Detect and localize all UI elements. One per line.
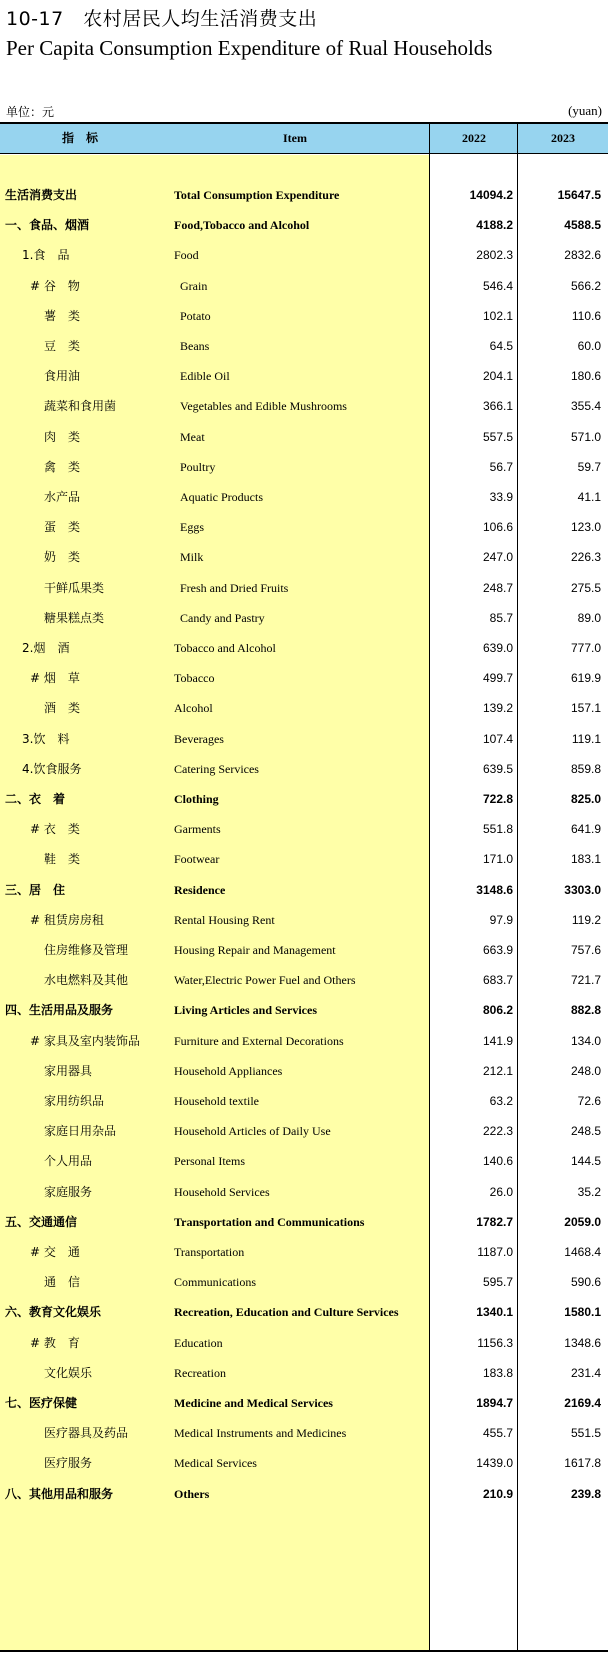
table-row	[0, 602, 608, 634]
table-row	[0, 1115, 608, 1147]
table-row	[0, 390, 608, 422]
row-label-chinese: 住房维修及管理	[44, 943, 129, 957]
value-2023: 35.2	[577, 1184, 601, 1199]
unit-label-english: (yuan)	[568, 103, 602, 118]
value-2022: 1156.3	[477, 1335, 513, 1350]
value-2023: 4588.5	[564, 218, 601, 233]
value-2022: 106.6	[482, 520, 513, 535]
table-row	[0, 1357, 608, 1389]
value-2022: 1340.1	[476, 1305, 513, 1320]
value-2023: 41.1	[577, 490, 601, 504]
table-row	[0, 300, 608, 332]
row-label-chinese: 蔬菜和食用菌	[44, 399, 117, 414]
header-year-2022: 2022	[462, 131, 486, 145]
row-label-english: Transportation	[174, 1245, 245, 1259]
row-label-chinese: 4.饮食服务	[22, 761, 82, 776]
value-2022: 595.7	[482, 1275, 513, 1290]
row-label-english: Milk	[180, 550, 204, 565]
table-row	[0, 481, 608, 513]
value-2023: 231.4	[570, 1365, 601, 1380]
value-2023: 3303.0	[564, 882, 601, 897]
row-label-chinese: # 烟 草	[30, 671, 80, 686]
row-label-chinese: 禽 类	[44, 459, 81, 474]
value-2022: 247.0	[482, 550, 513, 565]
value-2022: 33.9	[489, 490, 513, 504]
row-label-english: Household Appliances	[174, 1063, 283, 1078]
table-row	[0, 1327, 608, 1359]
row-label-english: Household Services	[174, 1184, 270, 1199]
row-label-chinese: # 教 育	[30, 1335, 80, 1350]
value-2022: 366.1	[482, 399, 513, 414]
table-row	[0, 451, 608, 483]
row-label-english: Rental Housing Rent	[174, 912, 275, 927]
table-row	[0, 1236, 608, 1268]
row-label-english: Vegetables and Edible Mushrooms	[180, 399, 347, 414]
value-2023: 825.0	[570, 792, 601, 806]
table-row	[0, 179, 608, 211]
value-2023: 571.0	[570, 429, 601, 444]
row-label-chinese: # 交 通	[30, 1245, 80, 1259]
row-label-chinese: 薯 类	[44, 308, 81, 323]
value-2022: 683.7	[482, 973, 513, 988]
row-label-chinese: 四、生活用品及服务	[5, 1003, 114, 1018]
table-row	[0, 1145, 608, 1177]
row-label-chinese: 1.食 品	[22, 248, 70, 263]
table-row	[0, 1085, 608, 1117]
row-label-chinese: 3.饮 料	[22, 731, 70, 746]
table-row	[0, 209, 608, 241]
table-row	[0, 692, 608, 724]
row-label-chinese: 干鲜瓜果类	[44, 580, 105, 595]
header-year-2023: 2023	[551, 131, 575, 145]
row-label-english: Food	[174, 248, 199, 263]
row-label-english: Residence	[174, 882, 226, 897]
table-row	[0, 1206, 608, 1238]
table-row	[0, 1417, 608, 1449]
value-2023: 1580.1	[564, 1305, 601, 1320]
value-2023: 72.6	[577, 1094, 601, 1108]
row-label-english: Clothing	[174, 792, 219, 806]
value-2023: 134.0	[570, 1033, 601, 1048]
table-row	[0, 874, 608, 906]
row-label-chinese: 生活消费支出	[5, 188, 78, 202]
row-label-chinese: 文化娱乐	[44, 1365, 93, 1380]
row-label-chinese: 八、其他用品和服务	[5, 1486, 114, 1501]
row-label-chinese: 奶 类	[44, 550, 81, 565]
row-label-english: Food,Tobacco and Alcohol	[174, 218, 310, 233]
table-row	[0, 964, 608, 996]
table-row	[0, 783, 608, 815]
table-row	[0, 994, 608, 1026]
table-row	[0, 904, 608, 936]
row-label-english: Transportation and Communications	[174, 1214, 365, 1229]
value-2022: 171.0	[482, 852, 513, 867]
value-2023: 180.6	[570, 369, 601, 384]
table-row	[0, 1176, 608, 1208]
value-2023: 566.2	[570, 278, 601, 293]
value-2023: 123.0	[570, 520, 601, 535]
value-2022: 102.1	[482, 308, 513, 323]
value-2022: 85.7	[489, 610, 513, 625]
value-2022: 141.9	[482, 1033, 513, 1048]
value-2022: 455.7	[482, 1426, 513, 1441]
table-row	[0, 1447, 608, 1479]
row-label-chinese: 六、教育文化娱乐	[5, 1305, 102, 1320]
row-label-chinese: 鞋 类	[44, 852, 81, 867]
unit-label-chinese: 单位：元	[6, 105, 55, 119]
value-2022: 97.9	[489, 912, 513, 927]
row-label-chinese: 五、交通通信	[5, 1214, 78, 1229]
value-2022: 63.2	[489, 1094, 513, 1108]
row-label-english: Household Articles of Daily Use	[174, 1124, 331, 1139]
value-2022: 212.1	[482, 1063, 513, 1078]
table-row	[0, 723, 608, 755]
row-label-chinese: # 家具及室内装饰品	[30, 1033, 140, 1048]
value-2023: 859.8	[570, 761, 601, 776]
value-2022: 639.0	[482, 641, 513, 655]
value-2023: 239.8	[570, 1486, 601, 1501]
value-2023: 641.9	[570, 822, 601, 837]
row-label-chinese: 三、居 住	[5, 882, 66, 897]
value-2022: 722.8	[482, 792, 513, 806]
value-2022: 1439.0	[476, 1456, 513, 1471]
value-2023: 60.0	[577, 339, 601, 353]
row-label-english: Garments	[174, 822, 221, 837]
row-label-english: Communications	[174, 1275, 256, 1290]
table-row	[0, 421, 608, 453]
header-indicator: 指 标	[61, 131, 98, 145]
row-label-chinese: 糖果糕点类	[44, 610, 105, 625]
row-label-english: Aquatic Products	[180, 490, 263, 504]
value-2023: 1468.4	[564, 1245, 601, 1259]
row-label-chinese: # 衣 类	[30, 822, 80, 837]
table-row	[0, 934, 608, 966]
value-2023: 59.7	[577, 459, 601, 474]
value-2022: 107.4	[482, 731, 513, 746]
row-label-english: Candy and Pastry	[180, 610, 265, 625]
row-label-chinese: 2.烟 酒	[22, 641, 70, 655]
header-item: Item	[283, 131, 307, 145]
row-label-chinese: 家庭日用杂品	[44, 1124, 117, 1139]
row-label-english: Catering Services	[174, 761, 259, 776]
row-label-english: Medical Instruments and Medicines	[174, 1426, 347, 1441]
table-row	[0, 511, 608, 543]
row-label-english: Beverages	[174, 731, 224, 746]
value-2023: 157.1	[570, 701, 601, 716]
value-2022: 210.9	[482, 1486, 513, 1501]
table-row	[0, 632, 608, 664]
value-2022: 1894.7	[476, 1396, 513, 1410]
table-row	[0, 360, 608, 392]
table-row	[0, 813, 608, 845]
row-label-english: Total Consumption Expenditure	[174, 188, 340, 202]
row-label-chinese: # 租赁房房租	[30, 912, 104, 927]
row-label-english: Household textile	[174, 1094, 259, 1108]
value-2023: 355.4	[570, 399, 601, 414]
value-2022: 499.7	[482, 671, 513, 686]
value-2023: 89.0	[577, 610, 601, 625]
table-row	[0, 753, 608, 785]
row-label-chinese: 水产品	[44, 490, 81, 504]
value-2023: 721.7	[570, 973, 601, 988]
table-row	[0, 239, 608, 271]
row-label-chinese: 食用油	[44, 369, 81, 384]
value-2022: 222.3	[482, 1124, 513, 1139]
row-label-chinese: 水电燃料及其他	[44, 973, 129, 988]
value-2023: 1348.6	[564, 1335, 601, 1350]
table-row	[0, 1387, 608, 1419]
value-2022: 1782.7	[476, 1214, 513, 1229]
value-2022: 3148.6	[476, 882, 513, 897]
row-label-chinese: 医疗服务	[44, 1456, 93, 1471]
row-label-chinese: 二、衣 着	[5, 792, 66, 806]
table-row	[0, 1055, 608, 1087]
value-2022: 64.5	[489, 339, 513, 353]
value-2022: 56.7	[489, 459, 513, 474]
value-2022: 663.9	[482, 943, 513, 957]
row-label-chinese: 肉 类	[44, 429, 81, 444]
table-row	[0, 541, 608, 573]
row-label-english: Fresh and Dried Fruits	[180, 580, 289, 595]
row-label-english: Education	[174, 1335, 223, 1350]
value-2023: 551.5	[570, 1426, 601, 1441]
row-label-chinese: 七、医疗保健	[5, 1396, 78, 1410]
value-2022: 139.2	[482, 701, 513, 716]
table-number: 10-17	[6, 8, 64, 30]
table-row	[0, 662, 608, 694]
row-label-chinese: 酒 类	[44, 701, 81, 716]
value-2023: 226.3	[570, 550, 601, 565]
table-row	[0, 270, 608, 302]
row-label-english: Recreation, Education and Culture Services	[174, 1305, 399, 1320]
value-2023: 275.5	[570, 580, 601, 595]
row-label-chinese: 个人用品	[44, 1154, 93, 1169]
row-label-english: Personal Items	[174, 1154, 245, 1169]
value-2023: 2059.0	[564, 1214, 601, 1229]
row-label-english: Furniture and External Decorations	[174, 1033, 344, 1048]
value-2023: 110.6	[571, 308, 601, 323]
value-2023: 144.5	[570, 1154, 601, 1169]
table-row	[0, 330, 608, 362]
row-label-chinese: # 谷 物	[30, 278, 80, 293]
table-row	[0, 1025, 608, 1057]
value-2022: 2802.3	[476, 248, 513, 263]
value-2023: 183.1	[570, 852, 601, 867]
table-row	[0, 1478, 608, 1510]
value-2022: 557.5	[482, 429, 513, 444]
row-label-english: Poultry	[180, 459, 216, 474]
row-label-english: Others	[174, 1486, 210, 1501]
value-2022: 248.7	[482, 580, 513, 595]
value-2023: 757.6	[570, 943, 601, 957]
table-row	[0, 843, 608, 875]
row-label-english: Footwear	[174, 852, 220, 867]
row-label-english: Tobacco	[174, 671, 215, 686]
data-table	[0, 122, 608, 1652]
table-bottom-rule	[0, 1650, 608, 1652]
row-label-chinese: 通 信	[44, 1275, 81, 1290]
row-label-english: Alcohol	[174, 701, 213, 716]
row-label-english: Tobacco and Alcohol	[174, 641, 276, 655]
value-2022: 14094.2	[469, 188, 513, 202]
value-2022: 546.4	[482, 278, 513, 293]
value-2023: 119.2	[571, 912, 601, 927]
table-row	[0, 572, 608, 604]
table-title-chinese	[6, 4, 317, 31]
row-label-english: Recreation	[174, 1365, 226, 1380]
table-row	[0, 1266, 608, 1298]
value-2022: 183.8	[482, 1365, 513, 1380]
value-2023: 248.0	[570, 1063, 601, 1078]
value-2023: 2169.4	[564, 1396, 601, 1410]
value-2023: 2832.6	[564, 248, 601, 263]
row-label-chinese: 家用器具	[44, 1063, 93, 1078]
row-label-english: Beans	[180, 339, 210, 353]
value-2023: 882.8	[570, 1003, 601, 1018]
value-2023: 1617.8	[564, 1456, 601, 1471]
row-label-english: Grain	[180, 278, 208, 293]
row-label-english: Eggs	[180, 520, 204, 535]
value-2023: 15647.5	[557, 188, 601, 202]
value-2022: 551.8	[482, 822, 513, 837]
row-label-chinese: 蛋 类	[44, 520, 81, 535]
title-cn-text: 农村居民人均生活消费支出	[83, 8, 318, 30]
value-2023: 777.0	[570, 641, 601, 655]
value-2023: 119.1	[571, 731, 601, 746]
value-2022: 639.5	[482, 761, 513, 776]
value-2023: 248.5	[570, 1124, 601, 1139]
row-label-chinese: 家庭服务	[44, 1184, 93, 1199]
value-2022: 204.1	[482, 369, 513, 384]
row-label-english: Meat	[180, 429, 205, 444]
row-label-chinese: 豆 类	[44, 339, 81, 353]
table-row	[0, 1296, 608, 1328]
table-title-english: Per Capita Consumption Expenditure of Rual Households	[6, 36, 493, 60]
value-2022: 1187.0	[477, 1245, 513, 1259]
row-label-chinese: 医疗器具及药品	[44, 1426, 129, 1441]
row-label-english: Medical Services	[174, 1456, 257, 1471]
value-2023: 619.9	[570, 671, 601, 686]
value-2022: 140.6	[482, 1154, 513, 1169]
row-label-english: Living Articles and Services	[174, 1003, 317, 1018]
row-label-english: Potato	[180, 308, 211, 323]
value-2022: 806.2	[482, 1003, 513, 1018]
row-label-english: Edible Oil	[180, 369, 230, 384]
row-label-chinese: 一、食品、烟酒	[5, 218, 90, 233]
value-2022: 26.0	[489, 1184, 513, 1199]
row-label-english: Housing Repair and Management	[174, 943, 336, 957]
row-label-chinese: 家用纺织品	[44, 1094, 105, 1108]
row-label-english: Water,Electric Power Fuel and Others	[174, 973, 356, 988]
value-2023: 590.6	[570, 1275, 601, 1290]
row-label-english: Medicine and Medical Services	[174, 1396, 333, 1410]
value-2022: 4188.2	[476, 218, 513, 233]
